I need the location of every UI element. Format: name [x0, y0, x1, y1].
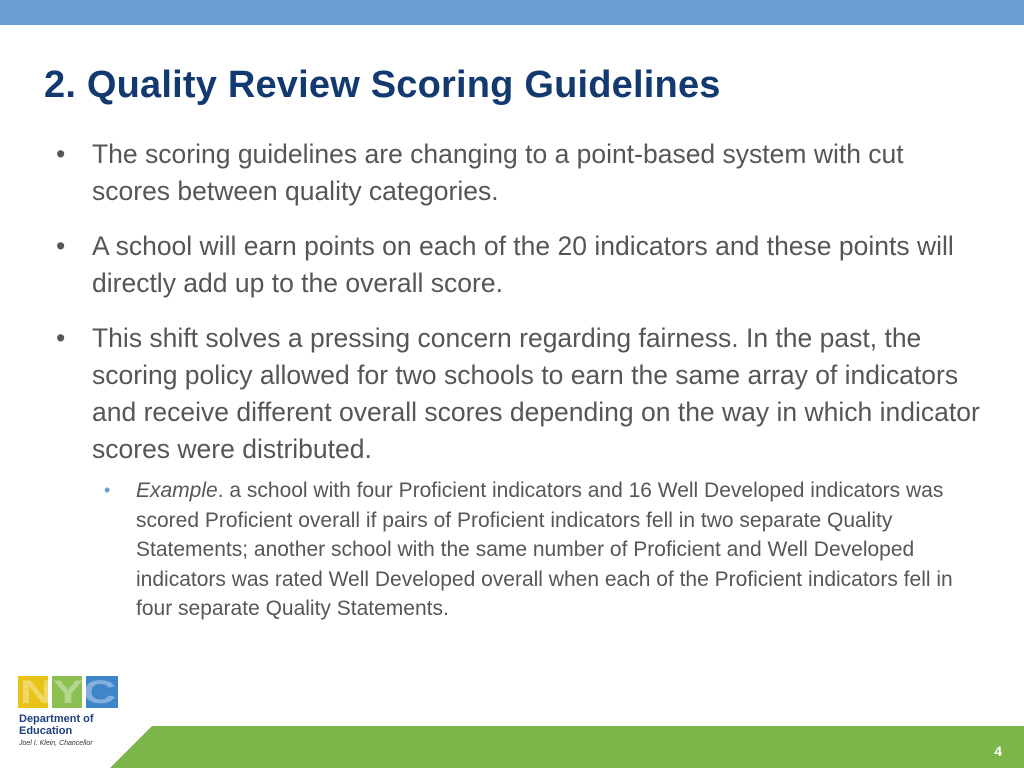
- sub-bullet-list: [92, 476, 986, 624]
- example-text: . a school with four Proficient indicators and 16 Well Developed indicators was scored Proficient overall if pairs of Proficient indicators fell in two separate Quality Statements; another school with the same number of Proficient and Well Developed indicators was rated Well Developed overall when each of the Proficient indicators fell in four separate Quality Statements.: [136, 479, 953, 620]
- slide-title: 2. Quality Review Scoring Guidelines: [44, 64, 721, 106]
- sub-bullet-marker: •: [104, 480, 111, 500]
- footer-green-shape: [110, 726, 1024, 768]
- logo-mark-text: NYC: [20, 676, 116, 708]
- sub-bullet-item: [92, 476, 981, 624]
- bullet-marker: •: [56, 139, 66, 169]
- bullet-marker: •: [56, 323, 66, 353]
- nyc-logo-icon: [18, 676, 118, 708]
- page-number: 4: [994, 743, 1002, 759]
- footer-bar: [0, 726, 1024, 768]
- logo-chancellor-text: Joel I. Klein, Chancellor: [19, 740, 93, 747]
- bullet-item: [56, 320, 986, 624]
- bullet-item: [56, 136, 986, 210]
- bullet-item: [56, 228, 986, 302]
- top-accent-bar: [0, 0, 1024, 25]
- bullet-list: [56, 136, 986, 642]
- bullet-marker: •: [56, 231, 66, 261]
- logo-education-text: Education: [19, 725, 73, 737]
- bullet-text: This shift solves a pressing concern regarding fairness. In the past, the scoring policy allowed for two schools to earn the same array of indicators and receive different overall scores depending on the way in which indicator scores were distributed.: [92, 323, 980, 464]
- logo-department-text: Department of: [19, 713, 94, 725]
- example-label: Example: [136, 479, 218, 502]
- bullet-text: The scoring guidelines are changing to a point-based system with cut scores between quality categories.: [92, 139, 904, 206]
- bullet-text: A school will earn points on each of the 20 indicators and these points will directly add up to the overall score.: [92, 231, 954, 298]
